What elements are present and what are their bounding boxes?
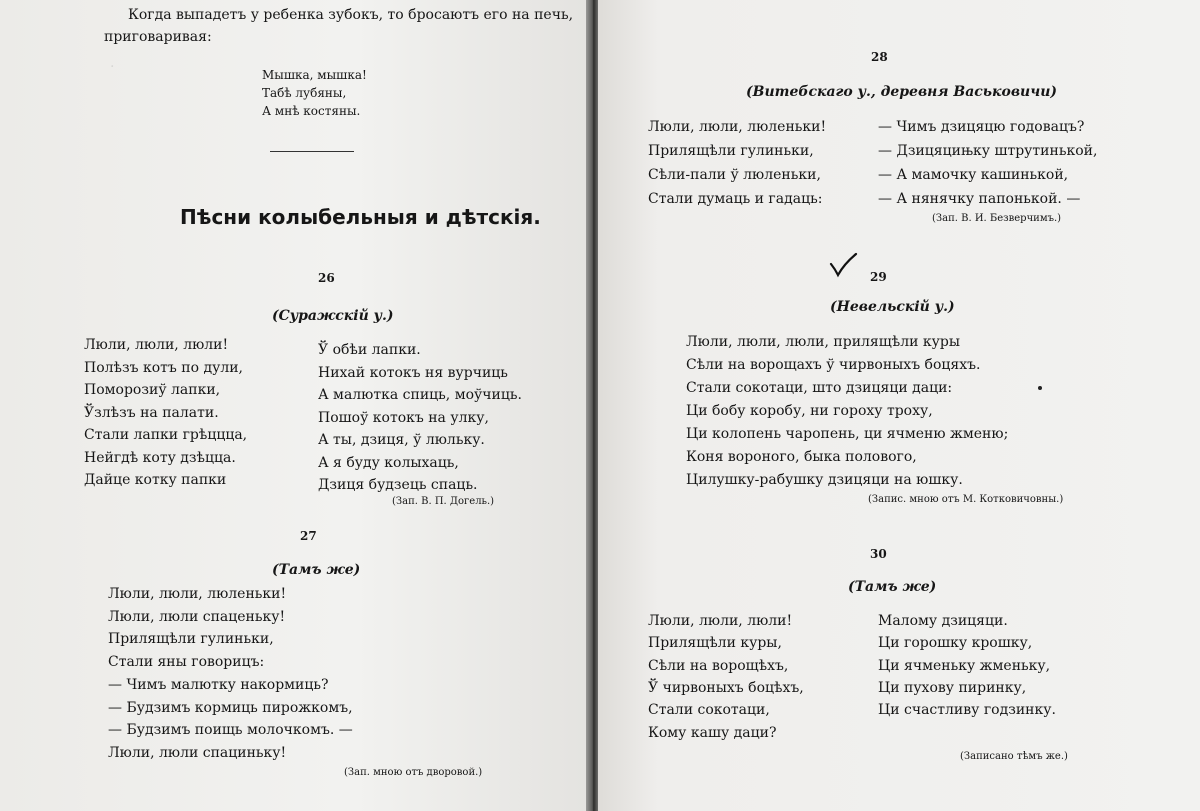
verse-line: Поморозиў лапки, — [84, 382, 221, 398]
song-number-30: 30 — [870, 547, 887, 561]
section-title: Пѣсни колыбельныя и дѣтскія. — [180, 205, 541, 229]
intro-verse-line-1: Мышка, мышка! — [262, 68, 367, 82]
verse-line: Сѣли-пали ў люленьки, — [648, 167, 821, 183]
verse-line: А малютка спиць, моўчиць. — [318, 387, 522, 403]
verse-line: Ци колопень чаропень, ци ячменю жменю; — [686, 426, 1009, 442]
page-number: 28 — [871, 50, 888, 64]
verse-line: Кому кашу даци? — [648, 724, 777, 741]
verse-line: Стали лапки грѣццца, — [84, 427, 248, 443]
verse-line: Коня вороного, быка полового, — [686, 449, 917, 465]
verse-line: А я буду колыхаць, — [318, 454, 459, 471]
bleed-through-text: . — [110, 55, 115, 71]
verse-line: Прилящѣли гулиньки, — [108, 631, 274, 648]
verse-line: Люли, люли, люли! — [84, 337, 229, 353]
song-27-place: (Тамъ же) — [272, 562, 361, 578]
song-30-place: (Тамъ же) — [848, 579, 937, 595]
verse-line: Дайце котку папки — [84, 472, 227, 488]
song-26-place: (Суражскій у.) — [272, 308, 394, 324]
verse-line: Ци бобу коробу, ни гороху троху, — [686, 403, 933, 419]
verse-line: — Чимъ дзицяцю годовацъ? — [878, 119, 1085, 135]
verse-line: Прилящѣли куры, — [648, 635, 782, 652]
song-26-credit: (Зап. В. П. Догель.) — [392, 496, 495, 507]
song-29-credit: (Запис. мною отъ М. Котковичовны.) — [868, 494, 1064, 505]
verse-line: Полѣзъ котъ по дули, — [84, 359, 243, 376]
verse-line: Люли, люли, люленьки! — [648, 119, 827, 135]
right-page — [598, 0, 1200, 811]
song-number-26: 26 — [318, 271, 335, 285]
song-28-credit: (Зап. В. И. Безверчимъ.) — [932, 213, 1062, 224]
verse-line: — Дзицяцињку штрутинькой, — [878, 143, 1098, 159]
divider-rule — [270, 151, 354, 152]
verse-line: Ў обѣи лапки. — [318, 342, 421, 358]
verse-line: Люли, люли спациньку! — [108, 744, 287, 761]
verse-line: Ци счастливу годзинку. — [878, 702, 1056, 719]
verse-line: Цилушку-рабушку дзицяци на юшку. — [686, 472, 963, 488]
verse-line: Стали сокотаци, што дзицяци даци: — [686, 380, 953, 396]
verse-line: Люли, люли спаценьку! — [108, 608, 286, 625]
verse-line: Стали думаць и гадаць: — [648, 191, 823, 207]
verse-line: Стали сокотаци, — [648, 702, 770, 719]
song-number-27: 27 — [300, 529, 317, 543]
intro-line-1: Когда выпадетъ у ребенка зубокъ, то бросаютъ его на печь, — [128, 7, 574, 23]
intro-line-2: приговаривая: — [104, 29, 212, 45]
verse-line: Стали яны говорицъ: — [108, 654, 265, 671]
verse-line: А ты, дзиця, ў люльку. — [318, 432, 485, 448]
intro-verse-line-3: А мнѣ костяны. — [262, 104, 361, 118]
verse-line: Нейгдѣ коту дзѣцца. — [84, 449, 236, 466]
verse-line: — Будзимъ кормиць пирожкомъ, — [108, 699, 353, 716]
ink-speck — [1038, 386, 1042, 390]
verse-line: Ў чирвоныхъ боцѣхъ, — [648, 679, 804, 696]
verse-line: Пошоў котокъ на улку, — [318, 409, 489, 426]
song-27-credit: (Зап. мною отъ дворовой.) — [344, 767, 483, 778]
verse-line: — Чимъ малютку накормиць? — [108, 676, 329, 693]
left-page — [0, 0, 588, 811]
song-28-place: (Витебскаго у., деревня Васьковичи) — [746, 84, 1058, 100]
intro-verse-line-2: Табѣ лубяны, — [262, 86, 347, 100]
verse-line: Ци горошку крошку, — [878, 635, 1033, 652]
verse-line: — Будзимъ поищь молочкомъ. — — [108, 722, 353, 739]
song-29-place: (Невельскій у.) — [830, 299, 955, 315]
verse-line: — А мамочку кашинькой, — [878, 167, 1069, 183]
verse-line: Прилящѣли гулиньки, — [648, 143, 814, 159]
verse-line: — А нянячку папонькой. — — [878, 191, 1081, 207]
verse-line: Сѣли на ворощѣхъ, — [648, 657, 789, 674]
verse-line: Ци ячменьку жменьку, — [878, 657, 1051, 674]
verse-line: Нихай котокъ ня вурчиць — [318, 364, 508, 381]
verse-line: Дзиця будзець спаць. — [318, 477, 478, 493]
verse-line: Люли, люли, люли! — [648, 613, 793, 629]
handwritten-check-mark-icon — [828, 252, 858, 278]
verse-line: Ўзлѣзъ на палати. — [84, 404, 219, 421]
song-number-29: 29 — [870, 270, 887, 284]
verse-line: Люли, люли, люли, прилящѣли куры — [686, 334, 960, 350]
verse-line: Люли, люли, люленьки! — [108, 586, 287, 602]
song-30-credit: (Записано тѣмъ же.) — [960, 751, 1068, 762]
verse-line: Сѣли на ворощахъ ў чирвоныхъ боцяхъ. — [686, 357, 981, 373]
verse-line: Малому дзицяци. — [878, 613, 1008, 629]
verse-line: Ци пухову пиринку, — [878, 679, 1027, 696]
